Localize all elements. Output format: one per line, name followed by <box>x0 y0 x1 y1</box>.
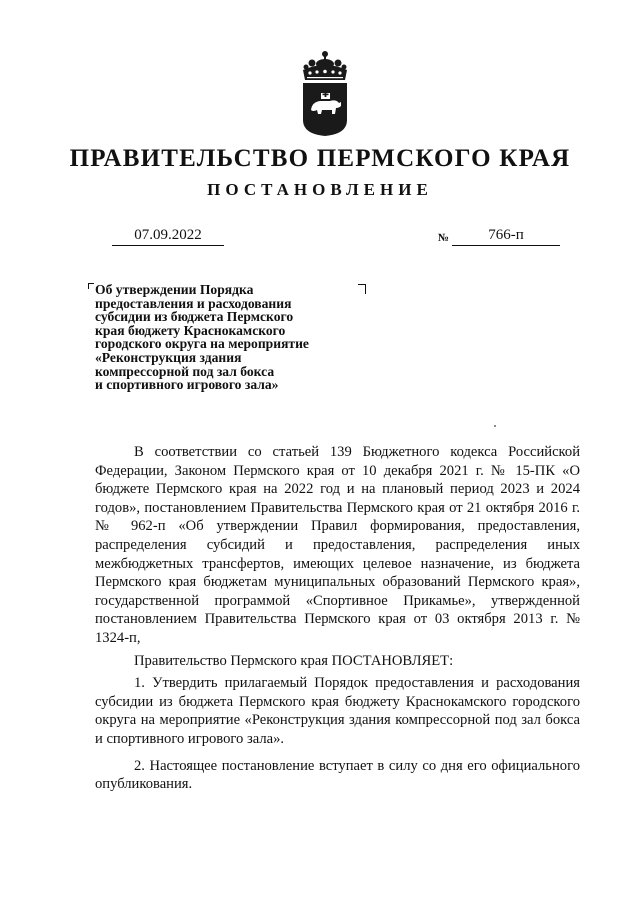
document-date: 07.09.2022 <box>134 227 202 243</box>
subject-line: края бюджету Краснокамского <box>95 322 286 338</box>
document-type: ПОСТАНОВЛЕНИЕ <box>207 180 433 199</box>
document-number-field <box>438 226 560 248</box>
subject-line: предоставления и расходования <box>95 295 292 311</box>
document-number: 766-п <box>488 227 524 243</box>
subject-line: и спортивного игрового зала» <box>95 377 279 393</box>
date-underline <box>112 245 224 246</box>
subject-corner-mark-left <box>88 283 94 289</box>
item-1-paragraph: 1. Утвердить прилагаемый Порядок предоставления и расходования субсидии из бюджета Пермского края бюджету Краснокамского городского округа на мероприятие «Реконструкция здания компрессорной под зал бокса и спортивного игрового зала». <box>95 675 580 747</box>
subject-line: субсидии из бюджета Пермского <box>95 309 294 325</box>
number-sign: № <box>438 232 450 244</box>
subject-line: «Реконструкция здания <box>95 349 242 365</box>
item-2-paragraph: 2. Настоящее постановление вступает в силу со дня его официального опубликования. <box>95 757 580 793</box>
subject-line: городского округа на мероприятие <box>95 336 309 352</box>
preamble-paragraph: В соответствии со статьей 139 Бюджетного кодекса Российской Федерации, Законом Пермского края от 10 декабря 2021 г. № 15-ПК «О бюджете Пермского края на 2022 год и на плановый период 2023 и 2024 годов», постановлением Правительства Пермского края от 21 октября 2016 г. № 962-п «Об утверждении Правил формирования, предоставления, распределения субсидий и предоставления, распределения иных межбюджетных трансфертов, имеющих целевое назначение, из бюджета Пермского края бюджетам муниципальных образований Пермского края», государственной программой «Спортивное Прикамье», утвержденной постановлением Правительства Пермского края от 03 октября 2013 г. № 1324-п, <box>95 444 580 646</box>
subject-line: компрессорной под зал бокса <box>95 363 275 379</box>
resolves-paragraph: Правительство Пермского края ПОСТАНОВЛЯЕТ: <box>134 652 454 669</box>
perm-krai-coat-of-arms-icon <box>298 50 352 136</box>
document-subject <box>95 283 365 392</box>
document-date-field <box>112 226 224 246</box>
subject-line: Об утверждении Порядка <box>95 282 254 297</box>
scan-speck <box>494 425 496 427</box>
number-underline <box>452 245 560 246</box>
document-body <box>95 443 580 794</box>
government-name: ПРАВИТЕЛЬСТВО ПЕРМСКОГО КРАЯ <box>69 145 571 172</box>
